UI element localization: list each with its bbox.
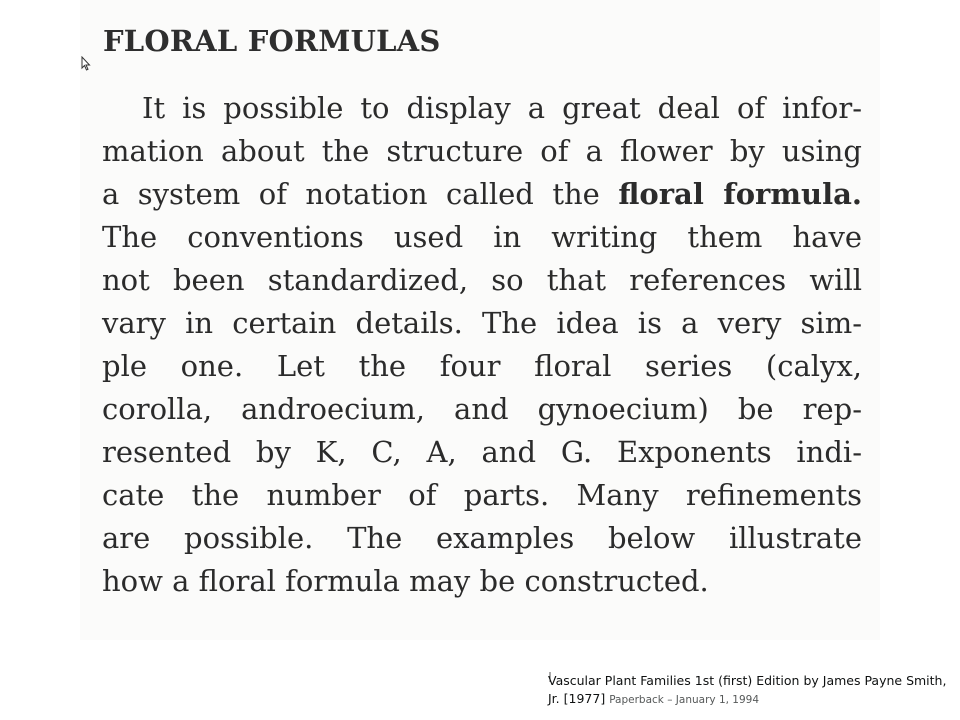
book-title: Vascular Plant Families 1st (first) Edition by James Payne Smith, Jr. [1977] (548, 673, 947, 706)
paragraph-line: not been standardized, so that references will (102, 263, 862, 297)
paragraph-line: corolla, androecium, and gynoecium) be rep- (102, 392, 862, 426)
term-floral-formula: floral formula. (618, 177, 862, 211)
paragraph-line (102, 173, 862, 216)
paragraph-line: vary in certain details. The idea is a very sim- (102, 306, 862, 340)
paragraph-line: are possible. The examples below illustrate (102, 521, 862, 555)
body-paragraph (102, 87, 862, 603)
section-heading: FLORAL FORMULAS (103, 24, 441, 58)
book-caption (548, 672, 948, 709)
mouse-pointer-icon (81, 56, 91, 72)
paragraph-line: resented by K, C, A, and G. Exponents indi- (102, 435, 862, 469)
paragraph-line: The conventions used in writing them have (102, 220, 862, 254)
paragraph-line: how a floral formula may be constructed. (102, 564, 709, 598)
book-format-date: Paperback – January 1, 1994 (609, 694, 760, 706)
paragraph-line: ple one. Let the four floral series (calyx, (102, 349, 862, 383)
paragraph-line: cate the number of parts. Many refinements (102, 478, 862, 512)
paragraph-line: mation about the structure of a flower by using (102, 134, 862, 168)
line-text: a system of notation called the (102, 177, 619, 211)
paragraph-line: It is possible to display a great deal of infor- (142, 91, 862, 125)
